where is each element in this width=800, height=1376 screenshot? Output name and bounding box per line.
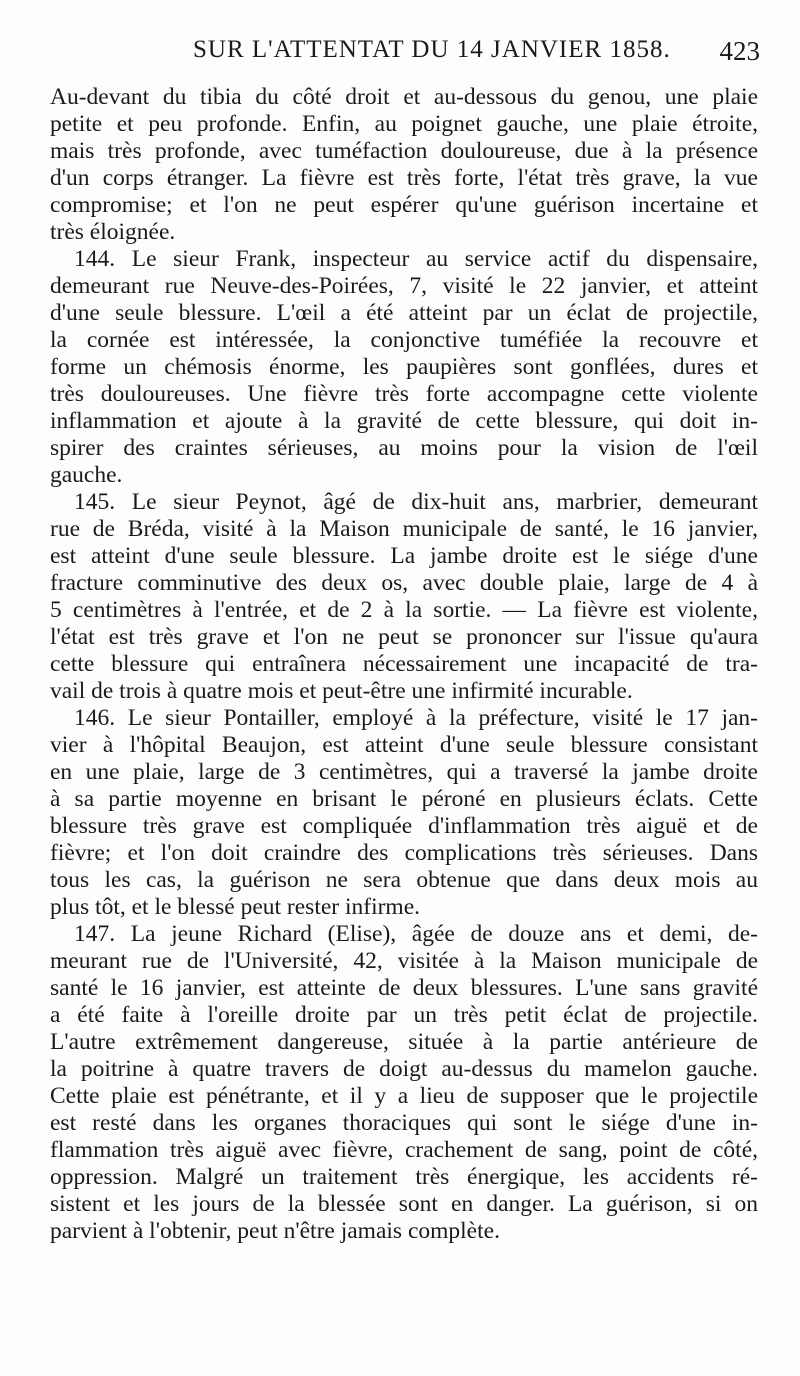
text-line: à sa partie moyenne en brisant le péroné en plusieurs éclats. Cette (50, 786, 758, 812)
text-line: sistent et les jours de la blessée sont en danger. La guérison, si on (50, 1191, 758, 1217)
text-line: Au-devant du tibia du côté droit et au-dessous du genou, une plaie (50, 84, 758, 110)
text-line: fièvre; et l'on doit craindre des complications très sérieuses. Dans (50, 840, 758, 866)
text-line: meurant rue de l'Université, 42, visitée à la Maison municipale de (50, 948, 758, 974)
text-line: vail de trois à quatre mois et peut-être une infirmité incurable. (50, 678, 633, 704)
text-line: rue de Bréda, visité à la Maison municipale de santé, le 16 janvier, (50, 516, 758, 542)
text-line: en une plaie, large de 3 centimètres, qui a traversé la jambe droite (50, 759, 758, 785)
text-line: oppression. Malgré un traitement très énergique, les accidents ré- (50, 1164, 758, 1190)
text-line: blessure très grave est compliquée d'inflammation très aiguë et de (50, 813, 758, 839)
text-line: vier à l'hôpital Beaujon, est atteint d'une seule blessure consistant (50, 732, 758, 758)
text-line: est resté dans les organes thoraciques qui sont le siége d'une in- (50, 1110, 758, 1136)
text-line: l'état est très grave et l'on ne peut se prononcer sur l'issue qu'aura (50, 624, 758, 650)
text-line: très éloignée. (50, 219, 176, 245)
text-line: cette blessure qui entraînera nécessairement une incapacité de tra- (50, 651, 758, 677)
text-line: la cornée est intéressée, la conjonctive tuméfiée la recouvre et (50, 327, 758, 353)
text-line: spirer des craintes sérieuses, au moins pour la vision de l'œil (50, 435, 758, 461)
text-line: a été faite à l'oreille droite par un très petit éclat de projectile. (50, 1002, 758, 1028)
text-line: 5 centimètres à l'entrée, et de 2 à la sortie. — La fièvre est violente, (50, 597, 758, 623)
text-line: très douloureuses. Une fièvre très forte accompagne cette violente (50, 381, 758, 407)
text-line: plus tôt, et le blessé peut rester infirme. (50, 894, 421, 920)
page-number: 423 (719, 36, 760, 66)
text-line: la poitrine à quatre travers de doigt au-dessus du mamelon gauche. (50, 1056, 758, 1082)
text-line: santé le 16 janvier, est atteinte de deux blessures. L'une sans gravité (50, 975, 758, 1001)
paragraph-145-start: 145. Le sieur Peynot, âgé de dix-huit ans, marbrier, demeurant (74, 489, 758, 515)
text-line: L'autre extrêmement dangereuse, située à la partie antérieure de (50, 1029, 758, 1055)
running-head: SUR L'ATTENTAT DU 14 JANVIER 1858. (193, 36, 671, 63)
text-line: tous les cas, la guérison ne sera obtenue que dans deux mois au (50, 867, 758, 893)
body-text (50, 84, 758, 1245)
text-line: parvient à l'obtenir, peut n'être jamais complète. (50, 1218, 500, 1244)
page-header (48, 36, 760, 76)
text-line: est atteint d'une seule blessure. La jambe droite est le siége d'une (50, 543, 758, 569)
text-line: fracture comminutive des deux os, avec double plaie, large de 4 à (50, 570, 758, 596)
text-line: demeurant rue Neuve-des-Poirées, 7, visité le 22 janvier, et atteint (50, 273, 758, 299)
text-line: inflammation et ajoute à la gravité de cette blessure, qui doit in- (50, 408, 758, 434)
paragraph-144-start: 144. Le sieur Frank, inspecteur au service actif du dispensaire, (74, 246, 758, 272)
text-line: mais très profonde, avec tuméfaction douloureuse, due à la présence (50, 138, 758, 164)
paragraph-147-start: 147. La jeune Richard (Elise), âgée de douze ans et demi, de- (74, 921, 758, 947)
paragraph-146-start: 146. Le sieur Pontailler, employé à la préfecture, visité le 17 jan- (74, 705, 758, 731)
text-line: compromise; et l'on ne peut espérer qu'une guérison incertaine et (50, 192, 758, 218)
text-line: forme un chémosis énorme, les paupières sont gonflées, dures et (50, 354, 758, 380)
text-line: flammation très aiguë avec fièvre, crachement de sang, point de côté, (50, 1137, 758, 1163)
text-line: petite et peu profonde. Enfin, au poignet gauche, une plaie étroite, (50, 111, 758, 137)
text-line: Cette plaie est pénétrante, et il y a lieu de supposer que le projectile (50, 1083, 758, 1109)
text-line: gauche. (50, 462, 123, 488)
text-line: d'une seule blessure. L'œil a été atteint par un éclat de projectile, (50, 300, 758, 326)
text-line: d'un corps étranger. La fièvre est très forte, l'état très grave, la vue (50, 165, 758, 191)
